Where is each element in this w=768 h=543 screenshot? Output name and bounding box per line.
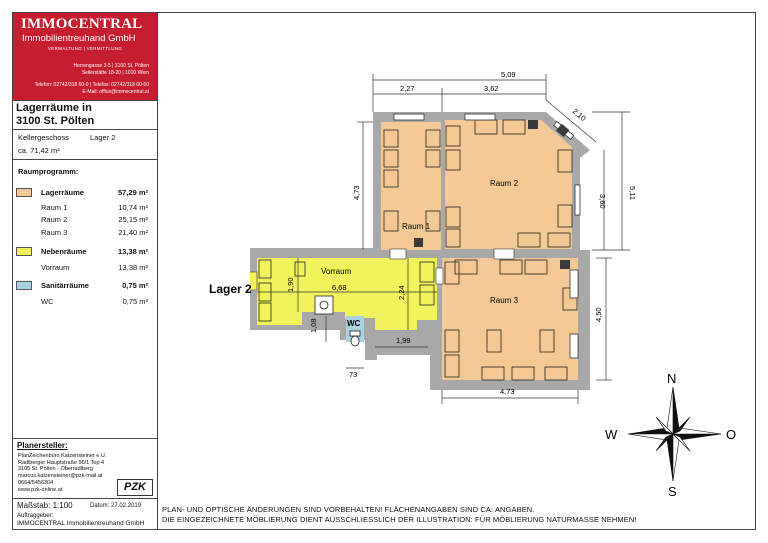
legend-label: Lagerräume xyxy=(41,188,84,197)
company-email: E-Mail: office@immocentral.at xyxy=(82,89,149,95)
legend-value: 13,38 m² xyxy=(117,247,148,256)
planner-line: 3105 St. Pölten - Oberradlberg xyxy=(18,466,93,473)
label-vorraum: Vorraum xyxy=(321,267,352,276)
company-name: IMMOCENTRAL xyxy=(21,16,143,32)
planner-heading: Planersteller: xyxy=(17,441,68,450)
meter-icon xyxy=(414,238,423,247)
floor-label: Kellergeschoss xyxy=(18,133,69,142)
dim-label: 2,10 xyxy=(570,106,588,123)
compass-s: S xyxy=(668,484,677,499)
dim-label: 4,73 xyxy=(500,387,515,396)
room-value: 13,38 m² xyxy=(118,263,148,272)
meter-icon xyxy=(560,260,570,269)
company-address1: Herrengasse 3-5 | 3100 St. Pölten xyxy=(73,63,149,69)
planner-line: marcus.katzensteiner@pzk-mail.at xyxy=(18,473,103,480)
planner-line: www.pzk-online.at xyxy=(18,486,63,493)
label-unit: Lager 2 xyxy=(209,282,252,296)
label-raum3: Raum 3 xyxy=(490,296,519,305)
room-label: Vorraum xyxy=(41,263,70,272)
company-subtitle: Immobilientreuhand GmbH xyxy=(22,33,136,44)
compass-w: W xyxy=(605,427,618,442)
room-value: 25,15 m² xyxy=(118,215,148,224)
company-tagline: VERWALTUNG | VERMITTLUNG xyxy=(47,46,123,51)
room-value: 10,74 m² xyxy=(118,203,148,212)
legend-value: 0,75 m² xyxy=(122,281,148,290)
client-name: IMMOCENTRAL Immobilientreuhand GmbH xyxy=(17,520,145,527)
unit-label: Lager 2 xyxy=(90,133,116,142)
planner-line: PlanZeichenbüro Katzensteiner e.U. xyxy=(18,453,107,459)
room-raum3 xyxy=(442,258,578,380)
dim-label: 4,73 xyxy=(352,185,361,200)
legend-value: 57,29 m² xyxy=(117,188,148,197)
dim-label: 1,08 xyxy=(309,318,318,333)
dim-label: 6,68 xyxy=(332,283,347,292)
planner-logo: PZK xyxy=(117,479,153,496)
planner-line: Radlberger Hauptstraße 96/1 Top 4 xyxy=(18,459,105,466)
room-label: WC xyxy=(41,297,54,306)
dim-label: 2,27 xyxy=(400,84,415,93)
date: Datum: 27.02.2019 xyxy=(90,503,142,509)
dim-label: 3,62 xyxy=(484,84,499,93)
dim-label: 1,99 xyxy=(396,336,411,345)
raumprogramm-heading: Raumprogramm: xyxy=(18,167,79,176)
company-phone: Telefon: 02742/318 60-0 | Telefax: 02742/318 60-50 xyxy=(34,82,149,88)
legend-label: Nebenräume xyxy=(41,247,87,256)
sink-icon xyxy=(315,296,333,314)
compass-o: O xyxy=(726,427,737,442)
scale: Maßstab: 1:100 xyxy=(17,501,73,510)
label-raum2: Raum 2 xyxy=(490,179,519,188)
total-area: ca. 71,42 m² xyxy=(18,146,60,155)
room-label: Raum 1 xyxy=(41,203,68,212)
legend-label: Sanitärräume xyxy=(41,281,89,290)
toilet-icon xyxy=(350,331,360,346)
label-raum1: Raum 1 xyxy=(402,222,431,231)
dim-label: 5,09 xyxy=(501,70,516,79)
room-label: Raum 3 xyxy=(41,228,68,237)
room-value: 0,75 m² xyxy=(122,297,148,306)
compass-n: N xyxy=(667,371,677,386)
room-value: 21,40 m² xyxy=(118,228,148,237)
planner-line: 0664/5456304 xyxy=(18,479,54,486)
dim-label: 2,24 xyxy=(397,285,406,300)
dim-label: 4,50 xyxy=(594,307,603,322)
client-label: Auftraggeber: xyxy=(17,513,54,519)
company-address2: Seilerstätte 18-20 | 1010 Wien xyxy=(81,70,149,76)
property-title-line2: 3100 St. Pölten xyxy=(16,115,95,127)
dim-label: 3,60 xyxy=(598,194,607,209)
dim-label: 73 xyxy=(349,370,358,379)
notice-line2: DIE EINGEZEICHNETE MÖBLIERUNG DIENT AUSSCHLIESSLICH DER ILLUSTRATION: FÜR MÖBLIERUNG NATURMASSE NEHMEN! xyxy=(162,515,637,524)
dim-label: 1,90 xyxy=(286,277,295,292)
notice-line1: PLAN- UND OPTISCHE ÄNDERUNGEN SIND VORBEHALTEN! FLÄCHENANGABEN SIND CA: ANGABEN. xyxy=(162,505,535,514)
room-label: Raum 2 xyxy=(41,215,68,224)
compass-rose-icon xyxy=(628,387,721,481)
label-wc: WC xyxy=(347,319,361,328)
property-title-line1: Lagerräume in xyxy=(16,102,92,114)
dim-label: 5,11 xyxy=(628,186,637,201)
meter-icon xyxy=(528,120,538,129)
